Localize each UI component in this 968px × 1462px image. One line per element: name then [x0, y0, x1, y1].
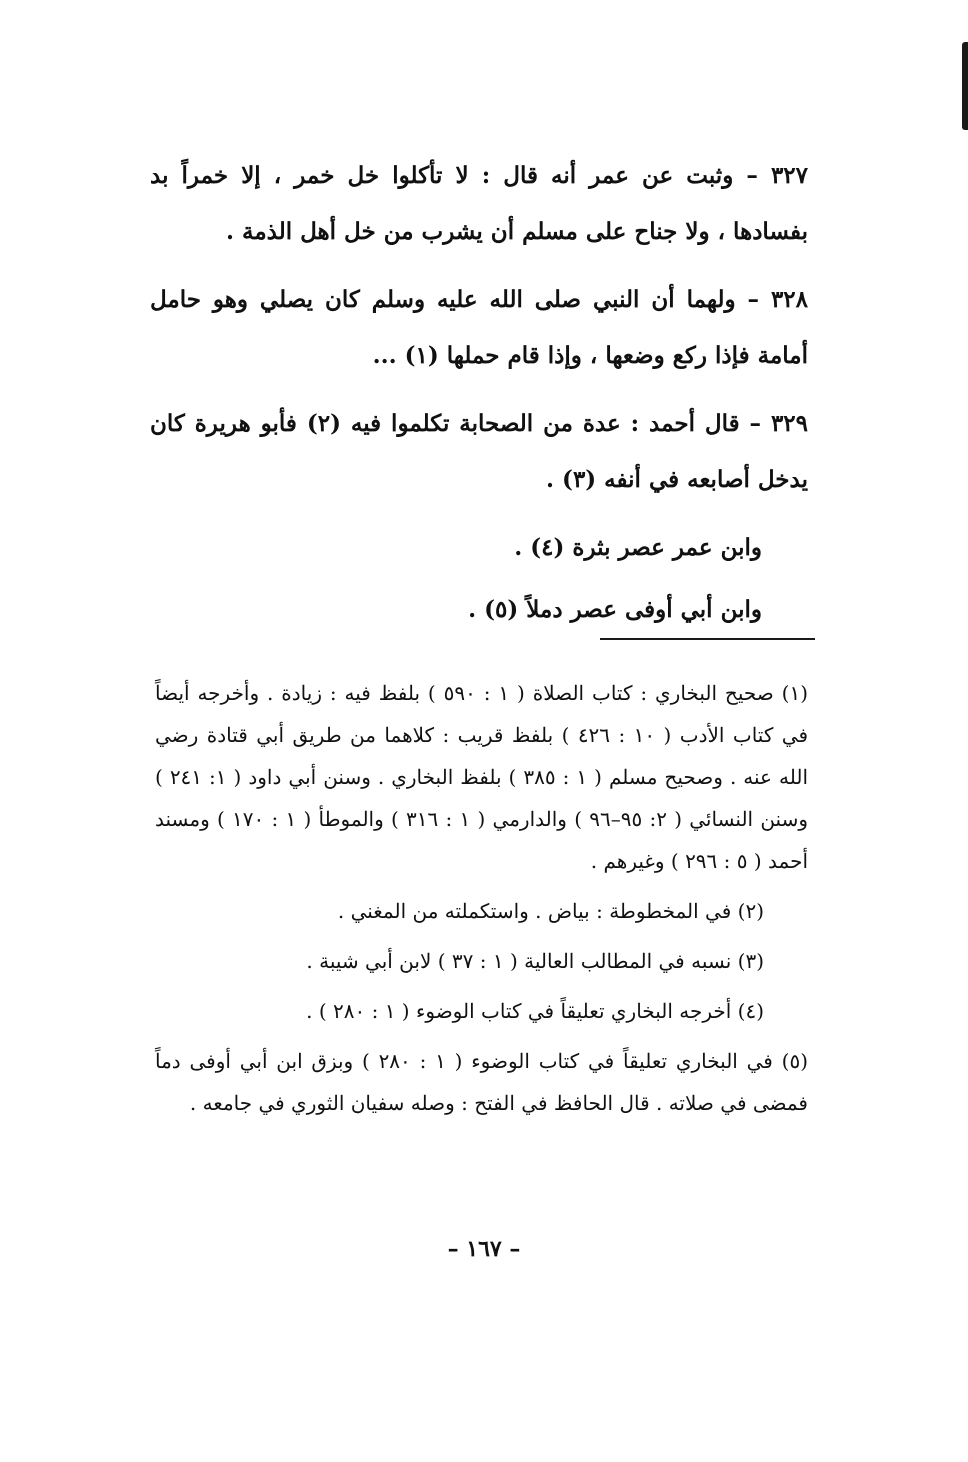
- paragraph-ibn-abi-awfa: وابن أبي أوفى عصر دملاً (٥) .: [468, 596, 762, 623]
- footnote-divider: [600, 638, 815, 640]
- main-text: [150, 148, 808, 644]
- page-edge-mark: [962, 42, 968, 130]
- footnotes: [155, 672, 808, 1132]
- footnote-4: (٤) أخرجه البخاري تعليقاً في كتاب الوضوء ( ١ : ٢٨٠ ) .: [306, 999, 764, 1023]
- footnote-2: (٢) في المخطوطة : بياض . واستكملته من المغني .: [337, 899, 764, 923]
- footnote-5: (٥) في البخاري تعليقاً في كتاب الوضوء ( ١ : ٢٨٠ ) وبزق ابن أبي أوفى دماً فمضى في صلاته . قال الحافظ في الفتح : وصله سفيان الثوري في جامعه .: [155, 1049, 808, 1115]
- footnote-1: (١) صحيح البخاري : كتاب الصلاة ( ١ : ٥٩٠ ) بلفظ فيه : زيادة . وأخرجه أيضاً في كتاب الأدب ( ١٠ : ٤٢٦ ) بلفظ قريب : كلاهما من طريق أبي قتادة رضي الله عنه . وصحيح مسلم ( ١ : ٣٨٥ ) بلفظ البخاري . وسنن أبي داود ( ١: ٢٤١ ) وسنن النسائي ( ٢: ٩٥–٩٦ ) والدارمي ( ١ : ٣١٦ ) والموطأ ( ١ : ١٧٠ ) ومسند أحمد ( ٥ : ٢٩٦ ) وغيرهم .: [155, 681, 809, 873]
- paragraph-328: ٣٢٨ – ولهما أن النبي صلى الله عليه وسلم كان يصلي وهو حامل أمامة فإذا ركع وضعها ، وإذا قام حملها (١) ...: [150, 286, 808, 369]
- paragraph-327: ٣٢٧ – وثبت عن عمر أنه قال : لا تأكلوا خل خمر ، إلا خمراً بد بفسادها ، ولا جناح على مسلم أن يشرب من خل أهل الذمة .: [150, 162, 808, 245]
- paragraph-329: ٣٢٩ – قال أحمد : عدة من الصحابة تكلموا فيه (٢) فأبو هريرة كان يدخل أصابعه في أنفه (٣) .: [150, 410, 808, 493]
- paragraph-ibn-umar: وابن عمر عصر بثرة (٤) .: [514, 534, 762, 561]
- page-number: – ١٦٧ –: [447, 1236, 521, 1262]
- footnote-3: (٣) نسبه في المطالب العالية ( ١ : ٣٧ ) لابن أبي شيبة .: [306, 949, 764, 973]
